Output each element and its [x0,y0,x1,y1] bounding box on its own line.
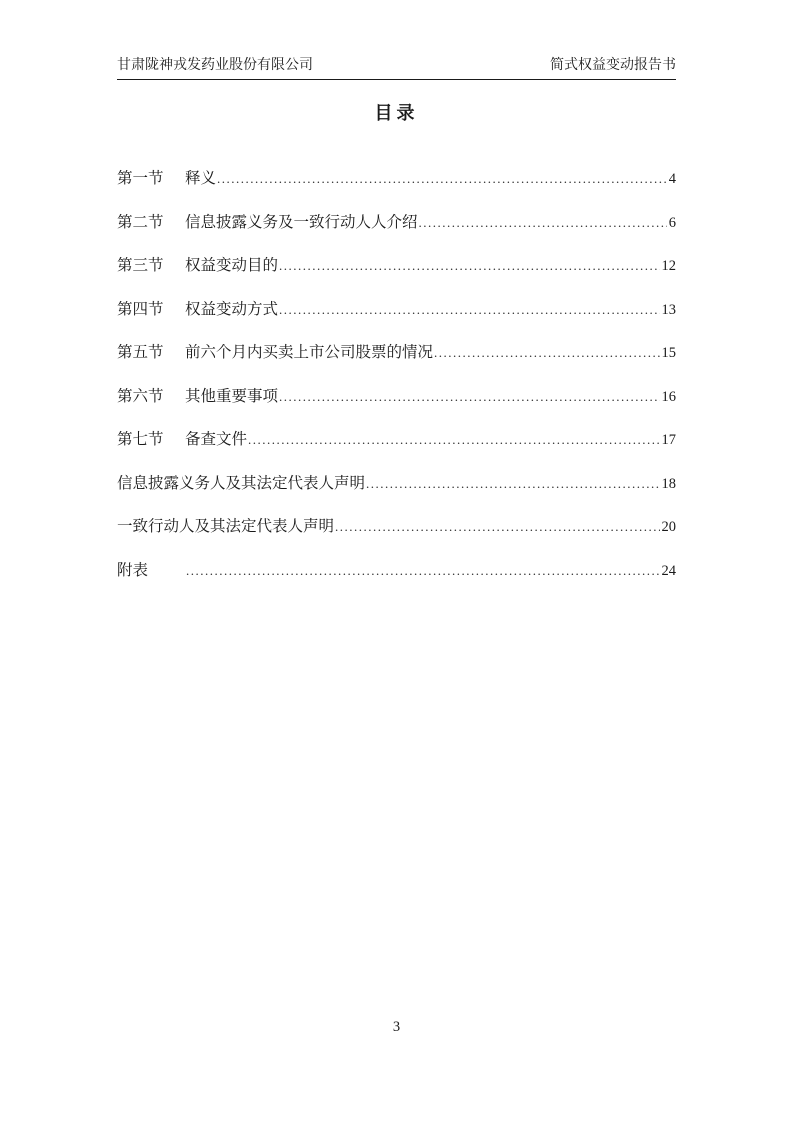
toc-chapter-label: 第七节 [117,431,164,448]
toc-chapter-label: 第六节 [117,387,164,405]
toc-entry[interactable] [117,560,676,582]
toc-page-number: 12 [661,258,676,274]
footer-page-number: 3 [392,1019,401,1035]
toc-page-number: 16 [661,388,676,405]
toc-dot-leader [279,255,659,276]
toc-title-heading: 目录 [374,103,419,123]
toc-entry-title: 前六个月内买卖上市公司股票的情况 [185,344,434,361]
toc-entry[interactable] [117,429,676,451]
toc-page-number: 6 [668,214,676,231]
toc-list [117,168,676,603]
toc-entry[interactable] [117,516,676,538]
toc-entry-title: 信息披露义务人及其法定代表人声明 [117,474,366,492]
toc-page-number: 13 [661,301,676,318]
toc-page-number: 15 [661,345,676,361]
toc-entry[interactable] [117,473,676,495]
toc-page-number: 18 [661,475,676,492]
toc-entry-title: 权益变动方式 [185,300,279,318]
page-header [117,54,676,80]
toc-entry-title: 信息披露义务及一致行动人人介绍 [185,213,418,231]
header-report-type: 简式权益变动报告书 [550,58,676,73]
toc-entry[interactable] [117,299,676,321]
toc-chapter-label: 第四节 [117,300,164,318]
toc-entry[interactable] [117,168,676,190]
toc-entry-title: 备查文件 [185,431,248,448]
toc-dot-leader [366,473,659,494]
toc-entry-title: 一致行动人及其法定代表人声明 [117,518,335,535]
toc-page-number: 17 [661,432,676,448]
toc-dot-leader [279,386,659,407]
toc-entry[interactable] [117,255,676,277]
toc-page-number: 24 [661,562,676,579]
toc-entry-title: 释义 [185,170,217,187]
toc-chapter-label: 第一节 [117,170,164,187]
toc-dot-leader [419,212,667,233]
toc-page-number: 4 [668,171,676,187]
toc-chapter-label: 第二节 [117,213,164,231]
toc-entry-title: 权益变动目的 [185,257,279,274]
toc-chapter-label: 第五节 [117,344,164,361]
toc-dot-leader [217,168,667,189]
toc-entry[interactable] [117,212,676,234]
toc-entry-title: 其他重要事项 [185,387,279,405]
toc-chapter-label: 第三节 [117,257,164,274]
toc-page-number: 20 [661,519,676,535]
toc-dot-leader [279,299,659,320]
header-company-name: 甘肃陇神戎发药业股份有限公司 [117,58,313,73]
toc-dot-leader [434,342,659,363]
toc-entry[interactable] [117,386,676,408]
toc-dot-leader [248,429,659,450]
toc-dot-leader [186,560,660,581]
toc-dot-leader [335,516,659,537]
toc-entry[interactable] [117,342,676,364]
toc-chapter-label: 附表 [117,561,149,579]
